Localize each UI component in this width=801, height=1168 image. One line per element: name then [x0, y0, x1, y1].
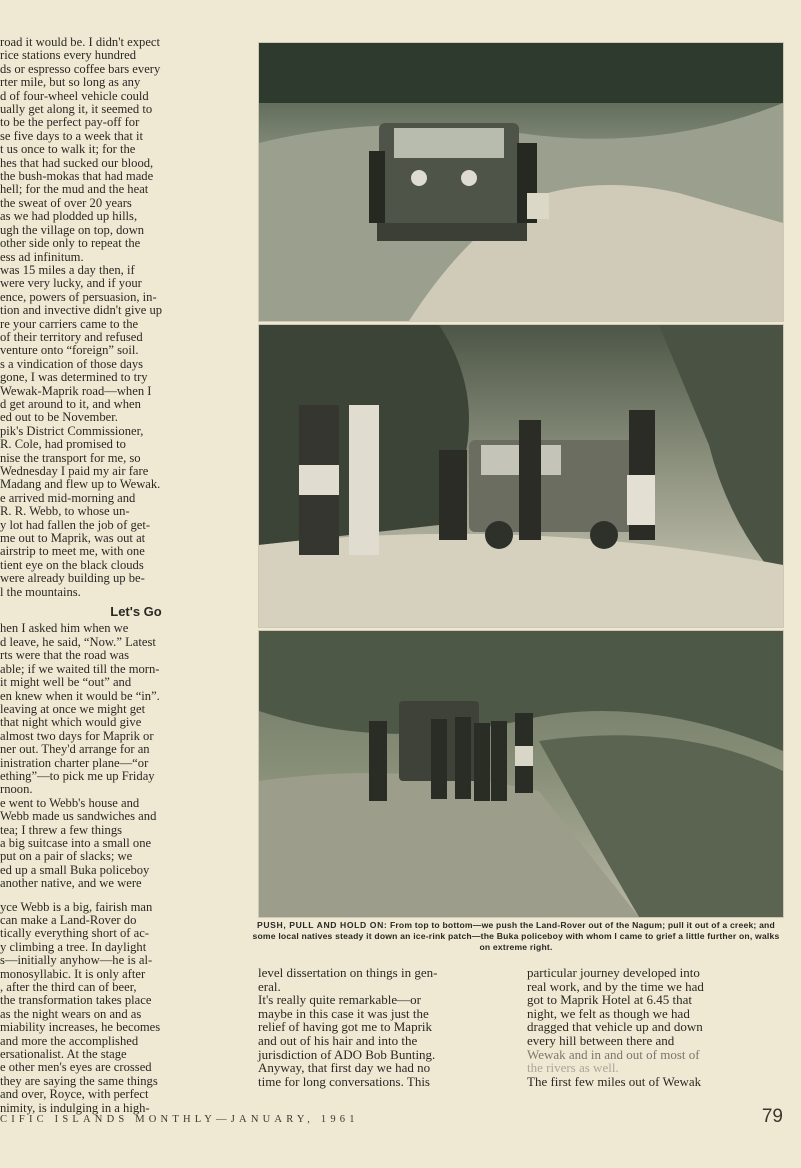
text-line: rts were that the road was: [0, 649, 130, 663]
paragraph-7: [0, 901, 232, 1116]
text-line: airstrip to meet me, with one: [0, 545, 145, 559]
text-line: the transformation takes place: [0, 994, 152, 1008]
text-line: Webb made us sandwiches and: [0, 810, 157, 824]
text-line: Anyway, that first day we had no: [258, 1060, 431, 1076]
text-line: and out of his hair and into the: [258, 1032, 418, 1048]
paragraph-4: [0, 425, 232, 599]
text-line: e arrived mid-morning and: [0, 491, 136, 505]
text-line: en knew when it would be “in”.: [0, 689, 160, 703]
text-line: were already building up be-: [0, 572, 145, 586]
text-line: s a vindication of those days: [0, 357, 144, 371]
running-head: CIFIC ISLANDS MONTHLY—JANUARY, 1961: [0, 1114, 359, 1125]
text-line: were very lucky, and if your: [0, 277, 142, 291]
text-line: Wewak and in and out of most of: [527, 1046, 700, 1062]
text-line: relief of having got me to Maprik: [258, 1019, 433, 1035]
photo-caption: [246, 920, 786, 953]
text-line: s—initially anyhow—he is al-: [0, 954, 153, 968]
text-line: as we had plodded up hills,: [0, 210, 138, 224]
left-text-column: [0, 36, 232, 1115]
text-line: and more the accomplished: [0, 1034, 139, 1048]
text-line: nise the transport for me, so: [0, 451, 141, 465]
text-line: Wednesday I paid my air fare: [0, 465, 149, 478]
text-line: y lot had fallen the job of get-: [0, 518, 151, 532]
text-line: ersationalist. At the stage: [0, 1048, 127, 1062]
text-line: t us once to walk it; for the: [0, 143, 136, 157]
text-line: d get around to it, and when: [0, 397, 141, 411]
text-line: tient eye on the black clouds: [0, 558, 144, 572]
text-line: almost two days for Maprik or: [0, 729, 154, 743]
photo-natives-slope: [258, 630, 784, 918]
text-line: real work, and by the time we had: [527, 978, 704, 994]
text-line: e went to Webb's house and: [0, 796, 140, 810]
text-line: that night which would give: [0, 716, 142, 730]
text-line: miability increases, he becomes: [0, 1021, 161, 1035]
section-heading: Let's Go: [110, 604, 162, 620]
bottom-text-column-2: [258, 966, 508, 1088]
text-line: ugh the village on top, down: [0, 223, 145, 237]
text-line: road it would be. I didn't expect: [0, 36, 160, 49]
text-line: the rivers as well.: [527, 1060, 619, 1076]
text-line: monosyllabic. It is only after: [0, 967, 146, 981]
text-line: R. R. Webb, to whose un-: [0, 505, 130, 519]
text-line: as the night wears on and as: [0, 1007, 142, 1021]
text-line: d leave, he said, “Now.” Latest: [0, 635, 156, 649]
text-line: se five days to a week that it: [0, 129, 144, 143]
text-line: hell; for the mud and the heat: [0, 183, 149, 197]
text-line: re your carriers came to the: [0, 317, 139, 331]
text-line: , after the third can of beer,: [0, 981, 137, 995]
text-line: y climbing a tree. In daylight: [0, 940, 147, 954]
paragraph-6: [0, 797, 232, 891]
text-line: every hill between there and: [527, 1032, 675, 1048]
bottom-text-column-3: [527, 966, 783, 1088]
text-line: R. Cole, had promised to: [0, 438, 126, 452]
photo-land-rover-river: [258, 42, 784, 322]
text-line: of their territory and refused: [0, 330, 143, 344]
text-line: was 15 miles a day then, if: [0, 263, 135, 277]
text-line: rnoon.: [0, 783, 33, 797]
text-line: ed out to be November.: [0, 411, 118, 425]
text-line: ually get along it, it seemed to: [0, 103, 153, 117]
text-line: e other men's eyes are crossed: [0, 1061, 152, 1075]
paragraph-3: [0, 358, 232, 425]
text-line: eral.: [258, 978, 281, 994]
caption-text: From top to bottom—we push the Land-Rover out of the Nagum; pull it out of a creek; and some local natives steady it down an ice-rink patch—the Buka policeboy with whom I came to grief a little further on, walks on extreme right.: [252, 920, 780, 952]
text-line: l the mountains.: [0, 585, 81, 599]
text-line: other side only to repeat the: [0, 237, 141, 251]
text-line: hes that had sucked our blood,: [0, 156, 154, 170]
text-line: they are saying the same things: [0, 1074, 158, 1088]
text-line: inistration charter plane—“or: [0, 756, 149, 770]
text-line: The first few miles out of Wewak: [527, 1073, 702, 1089]
text-line: gone, I was determined to try: [0, 371, 148, 385]
text-line: It's really quite remarkable—or: [258, 992, 421, 1008]
text-line: it might well be “out” and: [0, 676, 132, 690]
text-line: jurisdiction of ADO Bob Bunting.: [258, 1046, 436, 1062]
text-line: dragged that vehicle up and down: [527, 1019, 703, 1035]
paragraph-2: [0, 264, 232, 358]
text-line: nimity, is indulging in a high-: [0, 1101, 150, 1115]
text-line: venture onto “foreign” soil.: [0, 344, 139, 358]
text-line: d of four-wheel vehicle could: [0, 89, 149, 103]
text-line: the sweat of over 20 years: [0, 196, 132, 210]
text-line: ething”—to pick me up Friday: [0, 769, 155, 783]
text-line: maybe in this case it was just the: [258, 1005, 429, 1021]
text-line: put on a pair of slacks; we: [0, 850, 133, 864]
text-line: got to Maprik Hotel at 6.45 that: [527, 992, 693, 1008]
text-line: ess ad infinitum.: [0, 250, 84, 264]
text-line: particular journey developed into: [527, 965, 700, 980]
caption-lead: PUSH, PULL AND HOLD ON:: [257, 920, 388, 930]
text-line: Madang and flew up to Wewak.: [0, 478, 161, 492]
text-line: able; if we waited till the morn-: [0, 662, 160, 676]
text-line: tea; I threw a few things: [0, 823, 123, 837]
text-line: ds or espresso coffee bars every: [0, 62, 161, 76]
text-line: me out to Maprik, was out at: [0, 532, 146, 546]
text-line: rter mile, but so long as any: [0, 76, 141, 90]
text-line: night, we felt as though we had: [527, 1005, 690, 1021]
text-line: time for long conversations. This: [258, 1073, 430, 1089]
text-line: hen I asked him when we: [0, 622, 129, 636]
paragraph-5: [0, 622, 232, 796]
text-line: can make a Land-Rover do: [0, 914, 137, 927]
text-line: tically everything short of ac-: [0, 927, 149, 941]
photo-land-rover-creek: [258, 324, 784, 628]
paragraph-1: [0, 36, 232, 264]
text-line: yce Webb is a big, fairish man: [0, 900, 153, 914]
text-line: tion and invective didn't give up: [0, 304, 163, 318]
page-number: 79: [761, 1106, 783, 1127]
text-line: ner out. They'd arrange for an: [0, 743, 150, 757]
text-line: pik's District Commissioner,: [0, 424, 144, 438]
text-line: leaving at once we might get: [0, 702, 146, 716]
text-line: Wewak-Maprik road—when I: [0, 384, 152, 398]
text-line: ed up a small Buka policeboy: [0, 863, 150, 877]
text-line: level dissertation on things in gen-: [258, 965, 438, 980]
text-line: another native, and we were: [0, 877, 142, 891]
text-line: the bush-mokas that had made: [0, 170, 154, 184]
text-line: to be the perfect pay-off for: [0, 116, 140, 130]
text-line: ence, powers of persuasion, in-: [0, 290, 157, 304]
text-line: and over, Royce, with perfect: [0, 1088, 149, 1102]
text-line: rice stations every hundred: [0, 49, 137, 63]
text-line: a big suitcase into a small one: [0, 836, 152, 850]
